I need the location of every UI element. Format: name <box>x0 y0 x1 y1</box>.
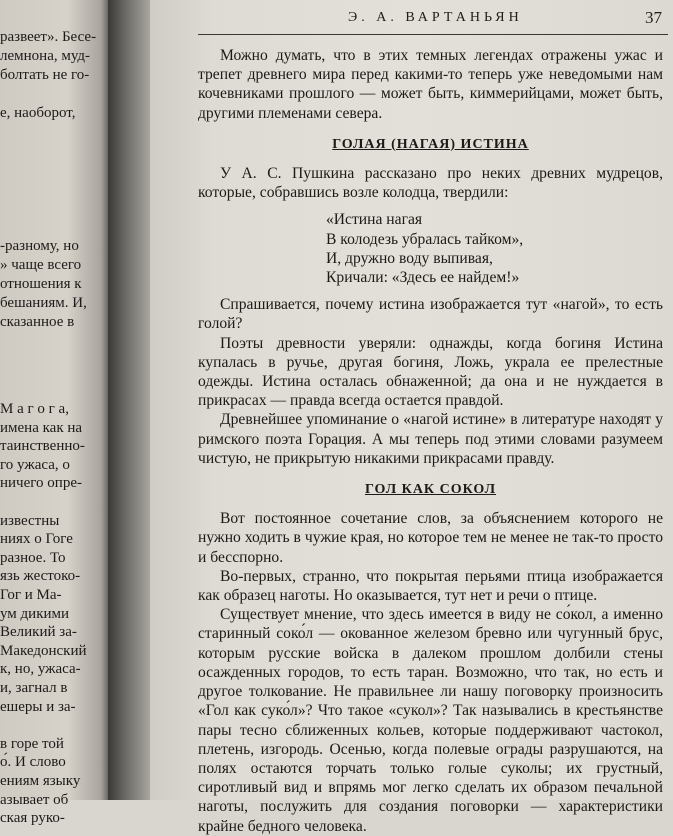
poem-line: «Истина нагая <box>326 211 423 229</box>
running-head <box>198 8 668 35</box>
paragraph: Поэты древности уверяли: однажды, когда богиня Истина купалась в ручье, другая богиня, Ложь, украла ее прелестные одежды. Истина осталась обнаженной; да она и не нуждается в прикрасах — правда всегда остается правдой. <box>198 334 663 410</box>
paragraph: Вот постоянное сочетание слов, за объяснением которого не нужно ходить в чужие края, но которое тем не менее не так-то просто и бесспорно. <box>198 510 663 566</box>
running-title: Э. А. ВАРТАНЬЯН <box>348 10 523 25</box>
section-heading-naked-as-falcon: ГОЛ КАК СОКОЛ <box>364 482 497 498</box>
left-page-text-line: Македонский <box>0 642 87 659</box>
left-page-text-line: азывает об <box>0 791 69 808</box>
left-page-text-line: » чаще всего <box>0 257 82 273</box>
left-page-fragment <box>0 0 112 827</box>
paragraph: У А. С. Пушкина рассказано про неких древних мудрецов, которые, собравшись возле колодца, твердили: <box>198 165 663 202</box>
poem-line: В колодезь убралась тайком», <box>326 230 524 248</box>
left-page-text-line: ениям языку <box>0 773 81 789</box>
paragraph: Во-первых, странно, что покрытая перьями птица изображается как образец наготы. Но оказывается, тут нет и речи о птице. <box>198 567 663 605</box>
left-page-text-line: разное. То <box>0 549 66 566</box>
paragraph: Спрашивается, почему истина изображается тут «нагой», то есть голой? <box>198 296 663 333</box>
intro-paragraph: Можно думать, что в этих темных легендах отражены ужас и трепет древнего мира перед какими-то теперь уже неведомыми нам кочевниками прошлого — может быть, киммерийцами, может быть, другими племенами севера. <box>198 47 663 122</box>
left-page-text-line: болтать не го- <box>0 67 90 83</box>
left-page-text-line: ская руко- <box>0 810 65 827</box>
left-page-text-line: М а г о г а, <box>0 401 69 417</box>
left-page-text-line: имена как на <box>0 419 83 436</box>
left-page-text-line: ешеры и за- <box>0 698 76 715</box>
poem-quote <box>326 210 663 287</box>
left-page-text-line: и, загнал в <box>0 680 68 696</box>
left-page-text-line: о́. И слово <box>0 754 66 771</box>
left-page-text-line: е, наоборот, <box>0 105 76 121</box>
page-number: 37 <box>645 8 662 27</box>
left-page-text-line: развеет». Бесе- <box>0 29 97 45</box>
left-page-text-line: Гог и Ма- <box>0 587 62 603</box>
poem-line: И, дружно воду выпивая, <box>326 249 493 267</box>
poem-line: Кричали: «Здесь ее найдем!» <box>326 269 520 287</box>
left-page-text-line: ум дикими <box>0 605 70 622</box>
paragraph: Существует мнение, что здесь имеется в виду не со́кол, а именно старинный соко́л — окованное железом бревно или чугунный брус, которым русские войска в далеком прошлом долбили стены осажденных городов, то есть таран. Возможно, что так, но есть и другое толкование. Не правильнее ли нашу поговорку произносить «Гол как суко́л»? Что такое «сукол»? Так назывались в крестьянстве пары тесно сближенных кольев, которые поддерживают частокол, плетень, изгородь. Осенью, когда полевые ограды разрушаются, на полях остаются торчать только голые суколы; их грустный, сиротливый вид и впрямь мог легко сделать их образом печальной наготы, послужить для создания поговорки — характеристики крайне бедного человека. <box>198 606 663 835</box>
left-page-text-line: Великий за- <box>0 624 77 641</box>
left-page-text-line: лемнона, муд- <box>0 48 91 64</box>
left-page-text-line: ничего опре- <box>0 475 82 492</box>
left-page-text-line: сказанное в <box>0 314 75 330</box>
left-page-text-line: ниях о Гоге <box>0 531 73 548</box>
left-page-text-line: отношения к <box>0 276 82 292</box>
page-body <box>198 46 663 836</box>
left-page-text-line: язь жестоко- <box>0 568 81 585</box>
left-page-text-line: к, но, ужаса- <box>0 661 81 678</box>
paragraph: Древнейшее упоминание о «нагой истине» в литературе находят у римского поэта Горация. А мы теперь под этими словами разумеем чистую, не прикрытую никакими прикрасами правду. <box>198 411 663 467</box>
left-page-text-line: известны <box>0 512 60 529</box>
left-page-text-line: го ужаса, о <box>0 456 70 473</box>
left-page-text-line: -разному, но <box>0 238 79 254</box>
section-heading-naked-truth: ГОЛАЯ (НАГАЯ) ИСТИНА <box>332 136 529 152</box>
left-page-text-line: таинственно- <box>0 438 85 455</box>
left-page-text-line: бешаниям. И, <box>0 295 87 311</box>
left-page-text-line: в горе той <box>0 735 64 752</box>
